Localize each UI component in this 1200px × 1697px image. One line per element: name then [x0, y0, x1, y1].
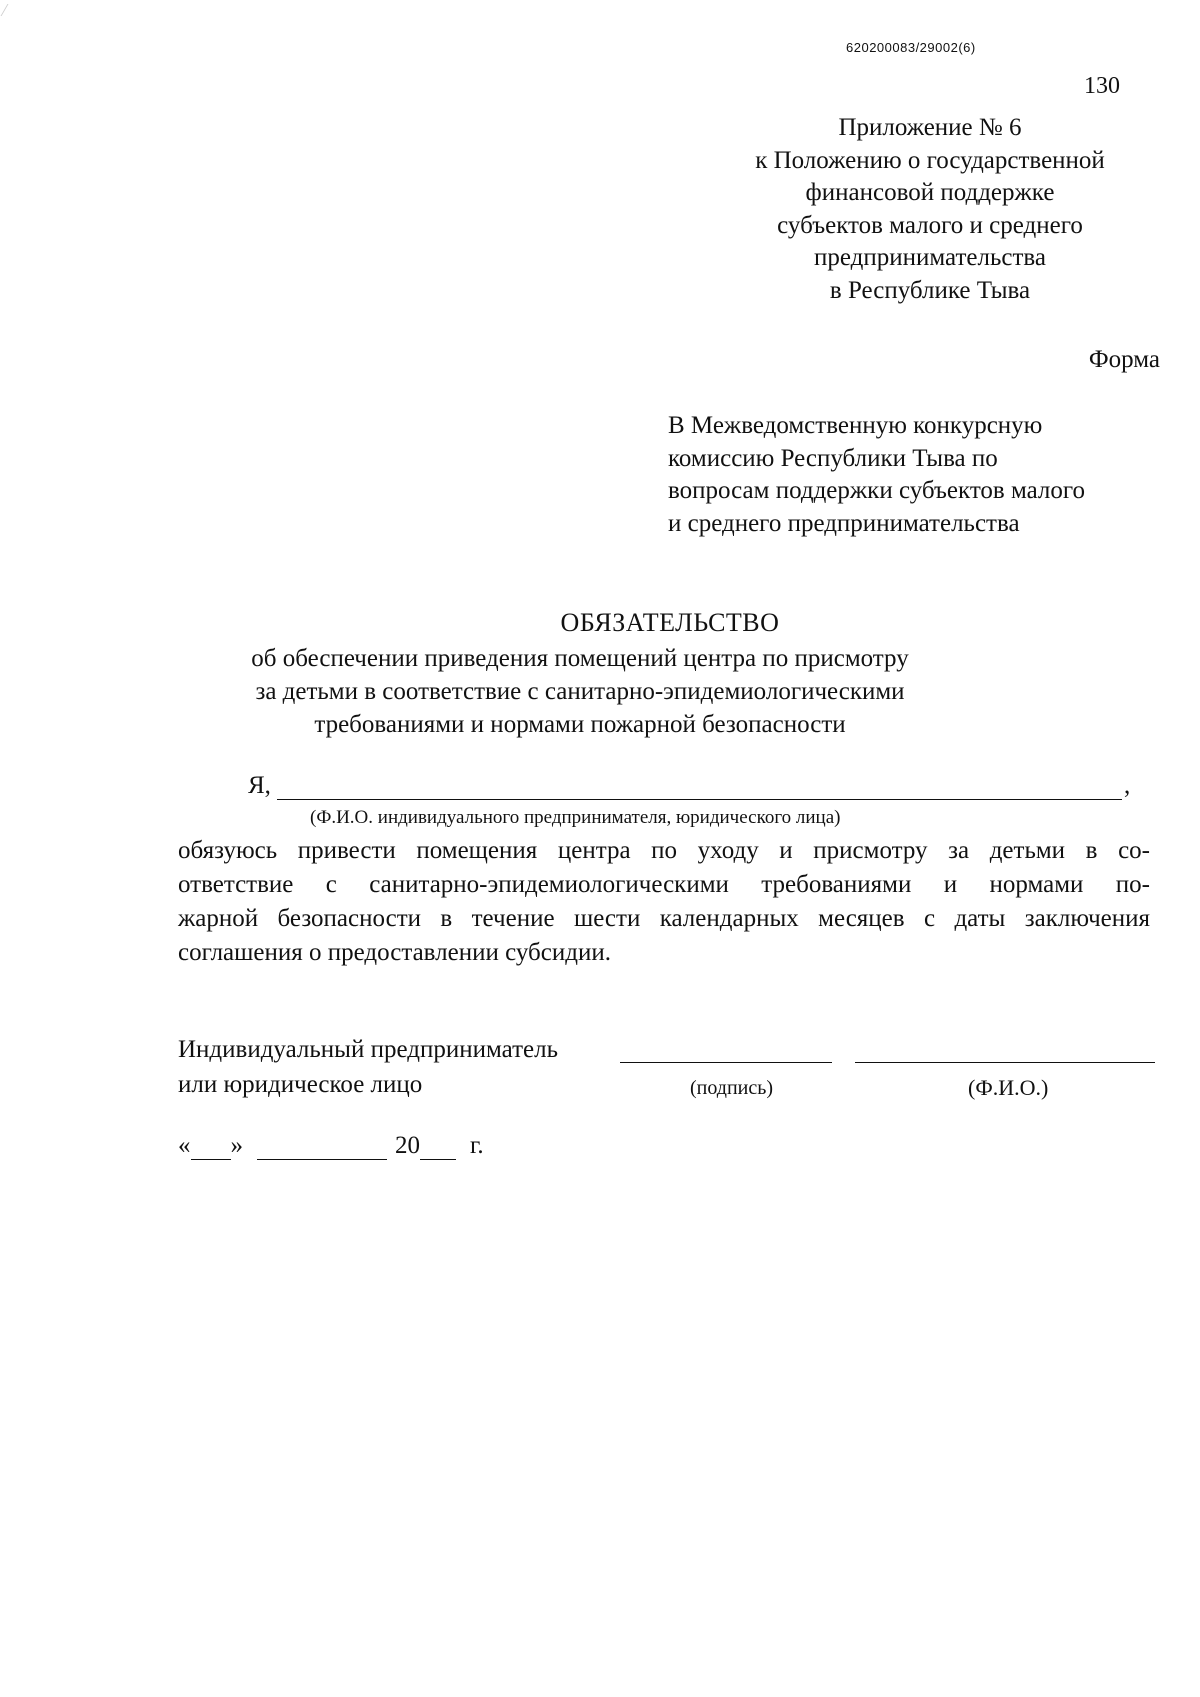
form-label: Форма	[1088, 346, 1160, 373]
document-subtitle	[180, 642, 980, 741]
appendix-block	[700, 112, 1160, 308]
declarant-line	[248, 772, 1130, 800]
appendix-line: предпринимательства	[814, 244, 1046, 272]
signature-field[interactable]	[620, 1062, 832, 1063]
appendix-line: в Республике Тыва	[829, 276, 1031, 304]
document-code: 620200083/29002(6)	[846, 40, 976, 55]
body-line: жарной безопасности в течение шести календарных месяцев с даты заключения	[178, 905, 1150, 932]
addressee-line: В Межведомственную конкурсную	[668, 412, 1043, 439]
signature-hint: (подпись)	[690, 1077, 774, 1099]
declarant-name-hint: (Ф.И.О. индивидуального предпринимателя, юридического лица)	[310, 807, 841, 828]
page-number: 130	[1084, 73, 1120, 99]
declarant-prefix: Я,	[248, 772, 271, 799]
declarant-comma: ,	[1123, 772, 1131, 799]
subtitle-line: об обеспечении приведения помещений центра по присмотру	[251, 645, 909, 672]
signatory-name-field[interactable]	[855, 1062, 1155, 1063]
date-year-suffix: г.	[470, 1132, 484, 1159]
addressee-block	[668, 410, 1168, 540]
signatory-label-line1: Индивидуальный предприниматель	[178, 1036, 558, 1063]
body-line: соглашения о предоставлении субсидии.	[178, 939, 611, 966]
date-day-field[interactable]	[191, 1135, 231, 1160]
appendix-line: Приложение № 6	[838, 114, 1022, 141]
subtitle-line: требованиями и нормами пожарной безопасности	[314, 711, 846, 738]
addressee-line: комиссию Республики Тыва по	[668, 444, 998, 472]
signatory-label-line2: или юридическое лицо	[178, 1071, 423, 1098]
scan-corner-mark	[1, 4, 19, 16]
date-year-prefix: 20	[395, 1132, 420, 1159]
document-title: ОБЯЗАТЕЛЬСТВО	[560, 608, 780, 637]
body-line: обязуюсь привести помещения центра по уходу и присмотру за детьми в со-	[178, 837, 1150, 864]
addressee-line: вопросам поддержки субъектов малого	[668, 477, 1086, 504]
appendix-line: финансовой поддержке	[805, 179, 1055, 207]
body-line: ответствие с санитарно-эпидемиологическими требованиями и нормами по-	[178, 871, 1150, 898]
date-open-quote: «	[178, 1132, 191, 1159]
appendix-line: субъектов малого и среднего	[777, 211, 1083, 239]
declarant-name-field[interactable]	[277, 773, 1122, 800]
date-close-quote: »	[230, 1132, 243, 1159]
obligation-body	[178, 834, 1150, 970]
addressee-line: и среднего предпринимательства	[668, 509, 1020, 537]
date-line	[178, 1132, 484, 1160]
appendix-line: к Положению о государственной	[755, 146, 1105, 174]
date-month-field[interactable]	[257, 1135, 387, 1160]
signatory-name-hint: (Ф.И.О.)	[968, 1075, 1049, 1100]
date-year-field[interactable]	[420, 1135, 456, 1160]
subtitle-line: за детьми в соответствие с санитарно-эпидемиологическими	[255, 678, 905, 705]
